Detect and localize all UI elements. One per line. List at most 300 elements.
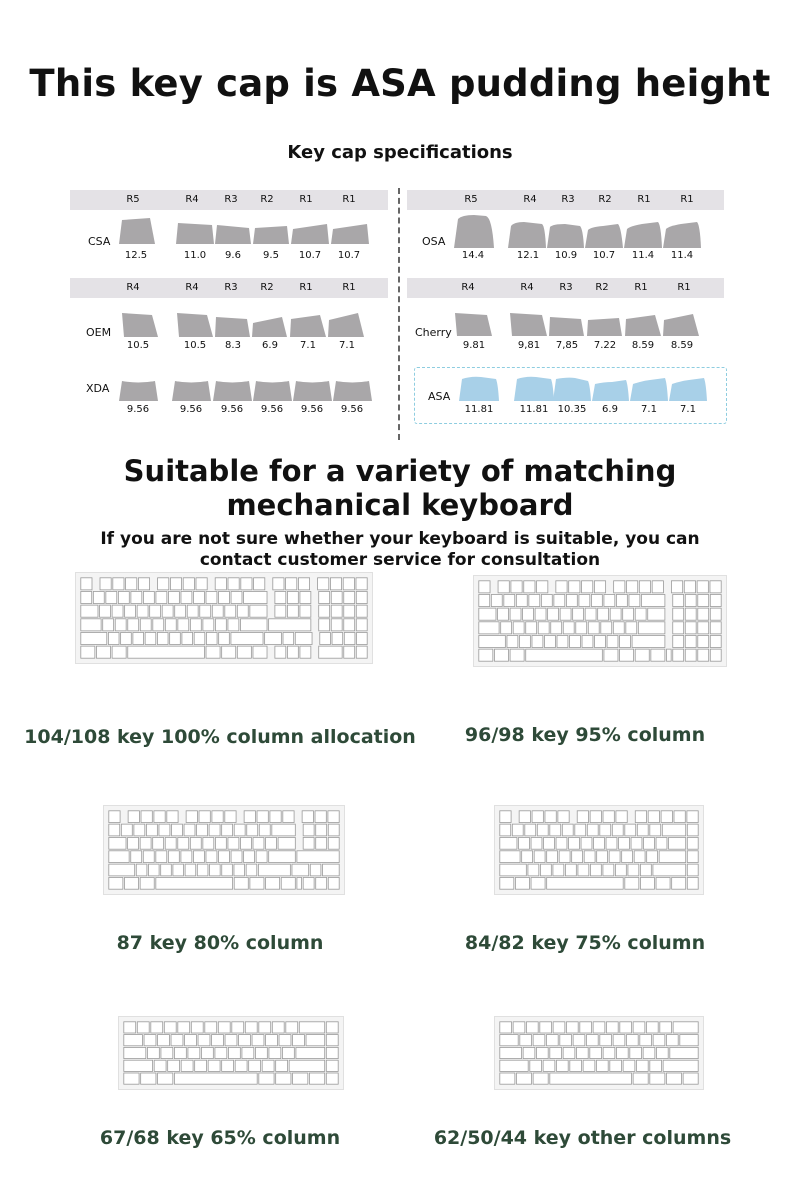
key: [286, 1022, 298, 1033]
key: [498, 608, 509, 620]
key: [175, 605, 186, 617]
key: [103, 619, 114, 631]
key: [660, 1022, 672, 1033]
key: [628, 864, 639, 876]
key: [269, 1047, 281, 1058]
key: [528, 864, 539, 876]
key: [356, 591, 367, 603]
key: [510, 649, 524, 661]
key: [661, 811, 672, 823]
height-value: 12.1: [516, 250, 540, 261]
key: [109, 811, 120, 823]
key: [616, 811, 627, 823]
key: [188, 1047, 200, 1058]
key: [332, 632, 343, 644]
key: [541, 594, 552, 606]
key: [680, 1035, 698, 1046]
key: [330, 578, 341, 590]
key: [173, 864, 184, 876]
key: [318, 578, 329, 590]
keycap-r1: [290, 315, 326, 337]
key: [604, 594, 615, 606]
key: [652, 581, 663, 593]
row-label: R1: [299, 194, 313, 205]
row-label: R5: [126, 194, 140, 205]
key: [170, 632, 181, 644]
key: [603, 811, 614, 823]
key: [656, 837, 667, 849]
key: [148, 864, 159, 876]
key: [523, 608, 534, 620]
key: [190, 837, 201, 849]
keycap: [213, 381, 252, 401]
key: [245, 1022, 257, 1033]
key: [191, 1022, 203, 1033]
keycap-r1: [630, 378, 668, 401]
key: [534, 851, 545, 863]
key: [242, 1047, 254, 1058]
key: [306, 1035, 325, 1046]
key: [112, 646, 126, 658]
key: [124, 877, 138, 889]
key: [500, 837, 517, 849]
key: [197, 864, 208, 876]
keycap-r3: [215, 225, 251, 244]
key: [131, 591, 142, 603]
key: [590, 864, 601, 876]
key: [151, 1022, 163, 1033]
key: [547, 877, 624, 889]
height-value: 10.7: [337, 250, 361, 261]
key: [257, 811, 268, 823]
key: [540, 864, 551, 876]
keycap-r1: [625, 315, 661, 336]
key: [629, 594, 640, 606]
key: [278, 837, 295, 849]
key: [310, 864, 321, 876]
height-value: 9.81: [462, 340, 486, 351]
key: [619, 837, 630, 849]
key: [548, 608, 559, 620]
key: [244, 851, 255, 863]
key: [687, 837, 698, 849]
key: [272, 824, 295, 836]
key: [279, 1035, 291, 1046]
key: [685, 622, 696, 634]
key: [143, 591, 154, 603]
key: [124, 1022, 136, 1033]
key: [239, 1035, 251, 1046]
key: [140, 877, 154, 889]
profile-name: XDA: [86, 382, 110, 395]
key: [563, 622, 574, 634]
key: [612, 824, 623, 836]
key: [219, 632, 230, 644]
key: [168, 591, 179, 603]
key: [519, 837, 530, 849]
key: [500, 1047, 522, 1058]
key: [109, 824, 120, 836]
key: [344, 605, 355, 617]
key: [140, 619, 151, 631]
key: [662, 824, 685, 836]
key: [580, 1022, 592, 1033]
key: [228, 1047, 240, 1058]
key: [479, 594, 490, 606]
keyboard-layout: [474, 576, 726, 666]
key: [575, 824, 586, 836]
keycap-r4: [508, 222, 546, 248]
key: [671, 581, 682, 593]
key: [531, 837, 542, 849]
key: [519, 635, 530, 647]
key: [259, 824, 270, 836]
key: [156, 591, 167, 603]
key: [157, 632, 168, 644]
row-label: R4: [523, 194, 537, 205]
key: [281, 877, 295, 889]
key: [225, 811, 236, 823]
key: [673, 594, 684, 606]
height-value: 10.9: [554, 250, 578, 261]
key: [526, 1022, 538, 1033]
key: [316, 824, 327, 836]
keyboard-layout: [495, 1017, 703, 1089]
key: [210, 864, 221, 876]
key: [225, 1035, 237, 1046]
key: [128, 619, 139, 631]
key: [293, 1035, 305, 1046]
key: [659, 851, 686, 863]
key: [532, 811, 543, 823]
height-value: 7.1: [680, 404, 696, 415]
key: [150, 605, 161, 617]
key: [356, 646, 367, 658]
layout-caption: 84/82 key 75% column: [464, 932, 706, 954]
height-value: 11.4: [670, 250, 694, 261]
key: [500, 1035, 518, 1046]
key: [479, 649, 493, 661]
key: [544, 635, 555, 647]
key: [479, 635, 506, 647]
key: [124, 1073, 139, 1084]
key: [640, 1035, 652, 1046]
keycap-r2: [585, 224, 623, 248]
key: [178, 837, 189, 849]
keycap-r1: [669, 378, 707, 401]
key: [597, 851, 608, 863]
key: [596, 1060, 608, 1071]
key: [300, 646, 311, 658]
key: [560, 1035, 572, 1046]
key: [100, 578, 111, 590]
key: [535, 608, 546, 620]
key: [556, 1060, 568, 1071]
key: [237, 646, 251, 658]
key: [138, 578, 149, 590]
key: [593, 1022, 605, 1033]
key: [96, 646, 110, 658]
key: [553, 1022, 565, 1033]
key: [218, 1022, 230, 1033]
height-value: 7.1: [300, 340, 316, 351]
key: [124, 1047, 146, 1058]
key: [203, 619, 214, 631]
key: [215, 837, 226, 849]
key: [172, 824, 183, 836]
key: [563, 1047, 575, 1058]
key: [598, 608, 609, 620]
height-value: 11.0: [183, 250, 207, 261]
key: [666, 1035, 678, 1046]
key: [134, 824, 145, 836]
keyboard-layout: [76, 573, 372, 663]
key: [594, 581, 605, 593]
keycap-r4: [510, 313, 547, 336]
key: [656, 1047, 668, 1058]
key: [558, 811, 569, 823]
key: [650, 1060, 662, 1071]
key: [545, 811, 556, 823]
key: [356, 619, 367, 631]
key: [578, 864, 589, 876]
key: [633, 1073, 648, 1084]
key: [118, 591, 129, 603]
key: [560, 608, 571, 620]
keycap-r2: [252, 317, 287, 337]
key: [626, 622, 637, 634]
height-value: 11.81: [519, 404, 549, 415]
key: [298, 578, 309, 590]
keycap-r2: [253, 225, 289, 244]
key: [651, 649, 665, 661]
key: [190, 619, 201, 631]
key: [106, 591, 117, 603]
keycap-r3: [549, 317, 584, 336]
profile-name: ASA: [428, 390, 451, 403]
key: [640, 864, 651, 876]
key: [616, 594, 627, 606]
key: [287, 591, 298, 603]
key: [331, 619, 342, 631]
key: [590, 1047, 602, 1058]
height-value: 14.4: [461, 250, 485, 261]
key: [576, 1047, 588, 1058]
key: [282, 1047, 294, 1058]
key: [286, 578, 297, 590]
key: [572, 851, 583, 863]
row-label: R5: [464, 194, 478, 205]
key: [181, 591, 192, 603]
key: [570, 1060, 582, 1071]
height-value: 11.81: [464, 404, 494, 415]
key: [710, 594, 721, 606]
key: [594, 837, 605, 849]
key: [525, 824, 536, 836]
key: [500, 1022, 512, 1033]
key: [133, 632, 144, 644]
key: [673, 635, 684, 647]
key: [115, 619, 126, 631]
key: [212, 811, 223, 823]
key: [641, 594, 664, 606]
key: [126, 578, 137, 590]
key: [526, 622, 537, 634]
key: [500, 1060, 528, 1071]
key: [356, 605, 367, 617]
layout-caption: 104/108 key 100% column allocation: [24, 726, 416, 748]
key: [498, 581, 509, 593]
key: [258, 864, 290, 876]
key: [600, 824, 611, 836]
key: [250, 605, 267, 617]
key: [206, 632, 217, 644]
key: [275, 605, 286, 617]
key: [302, 811, 313, 823]
key: [244, 811, 255, 823]
key: [269, 851, 296, 863]
key: [273, 578, 284, 590]
key: [586, 1035, 598, 1046]
keycap-r3: [215, 317, 250, 337]
key: [650, 824, 661, 836]
height-value: 8.59: [631, 340, 655, 351]
key: [569, 837, 580, 849]
key: [112, 605, 123, 617]
key: [165, 619, 176, 631]
key: [235, 1060, 247, 1071]
height-value: 10.5: [183, 340, 207, 351]
spec-title: Key cap specifications: [287, 142, 513, 163]
suitable-title-line1: Suitable for a variety of matching: [123, 454, 677, 488]
key: [168, 851, 179, 863]
key: [128, 646, 205, 658]
key: [269, 619, 311, 631]
key: [554, 594, 565, 606]
key: [81, 646, 95, 658]
key: [698, 594, 709, 606]
key: [500, 877, 514, 889]
key: [590, 811, 601, 823]
key: [532, 635, 543, 647]
key: [687, 851, 698, 863]
key: [182, 632, 193, 644]
key: [125, 605, 136, 617]
key: [512, 824, 523, 836]
key: [275, 646, 286, 658]
key: [265, 632, 282, 644]
height-value: 8.59: [670, 340, 694, 351]
key: [513, 1022, 525, 1033]
key: [684, 581, 695, 593]
key: [326, 1035, 338, 1046]
key: [536, 1047, 548, 1058]
height-value: 6.9: [262, 340, 278, 351]
key: [533, 1073, 548, 1084]
key: [543, 1060, 555, 1071]
key: [215, 578, 226, 590]
key: [540, 1022, 552, 1033]
row-label: R3: [559, 282, 573, 293]
page-title: This key cap is ASA pudding height: [29, 62, 771, 105]
key: [246, 864, 257, 876]
key: [171, 1035, 183, 1046]
row-label: R1: [634, 282, 648, 293]
key: [559, 851, 570, 863]
key: [343, 578, 354, 590]
key: [500, 864, 527, 876]
key: [198, 1035, 210, 1046]
key: [162, 605, 173, 617]
key: [316, 877, 327, 889]
key: [526, 649, 603, 661]
key: [669, 837, 686, 849]
key: [275, 591, 286, 603]
key: [344, 619, 355, 631]
key: [303, 837, 314, 849]
key: [270, 811, 281, 823]
key: [683, 1073, 698, 1084]
key: [124, 1035, 143, 1046]
keycap-r3: [553, 377, 591, 401]
key: [158, 578, 169, 590]
key: [579, 594, 590, 606]
key: [635, 811, 646, 823]
key: [687, 864, 698, 876]
key: [124, 1060, 153, 1071]
key: [570, 635, 581, 647]
key: [240, 619, 267, 631]
key: [81, 632, 107, 644]
key: [212, 1035, 224, 1046]
key: [137, 1022, 149, 1033]
key: [144, 1035, 156, 1046]
key: [673, 1022, 698, 1033]
key: [185, 1035, 197, 1046]
height-value: 9,81: [517, 340, 541, 351]
key: [316, 837, 327, 849]
key: [491, 594, 502, 606]
keycap-r1: [328, 313, 364, 337]
key: [582, 581, 593, 593]
height-value: 7.1: [339, 340, 355, 351]
key: [556, 837, 567, 849]
key: [640, 877, 654, 889]
key: [109, 877, 123, 889]
key: [131, 851, 142, 863]
row-label: R1: [637, 194, 651, 205]
key: [225, 605, 236, 617]
key: [550, 1047, 562, 1058]
layout-caption: 96/98 key 95% column: [464, 724, 706, 746]
key: [161, 1047, 173, 1058]
key: [328, 811, 339, 823]
key: [156, 851, 167, 863]
key: [647, 851, 658, 863]
key: [194, 632, 205, 644]
key: [616, 1047, 628, 1058]
key: [234, 877, 248, 889]
suitable-subtitle-line1: If you are not sure whether your keyboard is suitable, you can: [100, 529, 700, 549]
key: [215, 619, 226, 631]
keycap-r4: [176, 221, 214, 244]
key: [272, 1022, 284, 1033]
height-value: 9.56: [179, 404, 203, 415]
key: [161, 864, 172, 876]
key: [108, 632, 119, 644]
height-value: 9.56: [260, 404, 284, 415]
key: [656, 877, 670, 889]
